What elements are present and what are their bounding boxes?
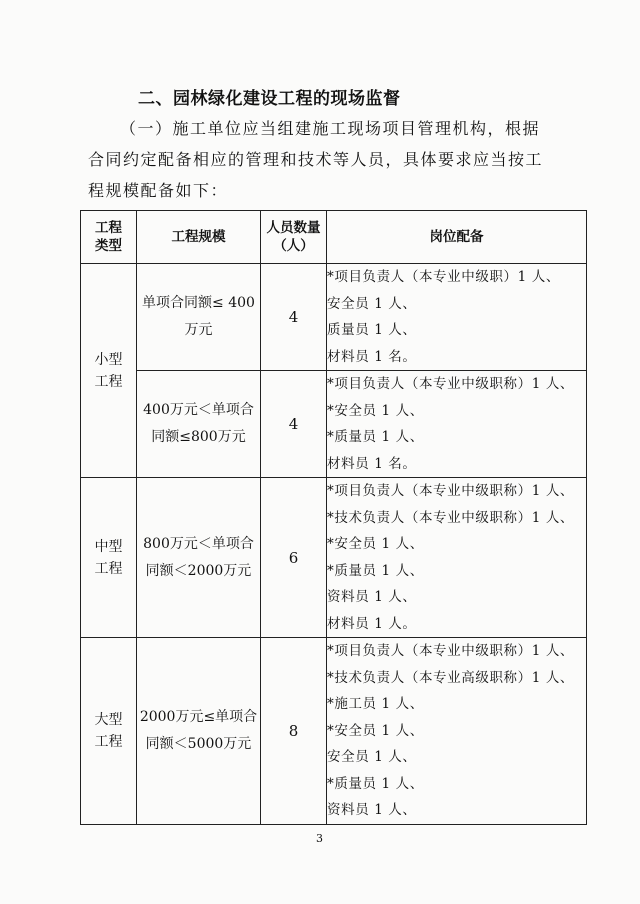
post-item: 质量员 1 人、	[327, 322, 417, 338]
header-count	[261, 211, 327, 264]
post-item: *安全员 1 人、	[327, 536, 424, 552]
scale-line-1: 400万元＜单项合	[143, 402, 254, 418]
table-row	[81, 478, 587, 638]
intro-paragraph	[88, 113, 588, 206]
count-cell: 6	[261, 478, 327, 638]
post-item: 材料员 1 名。	[327, 348, 417, 365]
header-scale: 工程规模	[137, 211, 261, 264]
posts-cell	[327, 264, 587, 371]
scale-line-1: 800万元＜单项合	[143, 535, 254, 552]
header-count-line-1: 人员数量	[266, 220, 321, 236]
scale-line-2: 万元	[184, 322, 213, 338]
staffing-table	[80, 210, 587, 825]
scale-line-2: 同额＜2000万元	[145, 562, 252, 579]
post-item: *技术负责人（本专业中级职称）1 人、	[327, 509, 575, 526]
posts-cell	[327, 371, 587, 478]
post-item: *质量员 1 人、	[327, 429, 424, 445]
post-item: 材料员 1 人。	[327, 615, 417, 632]
post-item: *项目负责人（本专业中级职称）1 人、	[327, 376, 575, 392]
post-item: *质量员 1 人、	[327, 562, 424, 579]
post-item: *安全员 1 人、	[327, 402, 424, 419]
table-row	[81, 264, 587, 371]
paragraph-line-2: 合同约定配备相应的管理和技术等人员，具体要求应当按工	[88, 150, 544, 169]
scale-line-2: 同额＜5000万元	[145, 735, 252, 752]
type-medium	[81, 478, 137, 638]
post-item: *安全员 1 人、	[327, 722, 424, 739]
scale-line-2: 同额≤800万元	[151, 429, 246, 445]
post-item: 安全员 1 人、	[327, 295, 417, 312]
post-item: 安全员 1 人、	[327, 749, 417, 765]
paragraph-line-1: （一）施工单位应当组建施工现场项目管理机构，根据	[120, 119, 541, 138]
paragraph-line-3: 程规模配备如下：	[88, 181, 229, 200]
post-item: 资料员 1 人、	[327, 802, 417, 818]
scale-cell	[137, 638, 261, 825]
table-header-row	[81, 211, 587, 264]
type-small-line-1: 小型	[94, 351, 123, 368]
page-number: 3	[316, 832, 323, 845]
type-small	[81, 264, 137, 478]
header-type-line-2: 类型	[95, 238, 122, 254]
count-cell: 4	[261, 371, 327, 478]
post-item: 资料员 1 人、	[327, 589, 417, 605]
post-item: *项目负责人（本专业中级职）1 人、	[327, 269, 560, 285]
count-cell: 8	[261, 638, 327, 825]
scale-line-1: 单项合同额≤ 400	[142, 295, 255, 311]
type-small-line-2: 工程	[94, 373, 123, 390]
post-item: *技术负责人（本专业高级职称）1 人、	[327, 669, 575, 686]
type-large	[81, 638, 137, 825]
header-posts: 岗位配备	[327, 211, 587, 264]
posts-cell	[327, 478, 587, 638]
post-item: *项目负责人（本专业中级职称）1 人、	[327, 643, 575, 659]
post-item: *施工员 1 人、	[327, 696, 424, 712]
header-count-line-2: （人）	[273, 238, 314, 254]
scale-cell	[137, 478, 261, 638]
count-cell: 4	[261, 264, 327, 371]
scale-cell	[137, 371, 261, 478]
post-item: *质量员 1 人、	[327, 775, 424, 792]
type-medium-line-1: 中型	[94, 538, 123, 555]
type-medium-line-2: 工程	[94, 560, 123, 577]
header-type	[81, 211, 137, 264]
section-heading: 二、园林绿化建设工程的现场监督	[138, 89, 401, 109]
posts-cell	[327, 638, 587, 825]
header-type-line-1: 工程	[95, 220, 122, 236]
table-row	[81, 371, 587, 478]
scale-cell	[137, 264, 261, 371]
type-large-line-1: 大型	[94, 711, 123, 728]
post-item: *项目负责人（本专业中级职称）1 人、	[327, 483, 575, 499]
post-item: 材料员 1 名。	[327, 455, 417, 472]
type-large-line-2: 工程	[94, 733, 123, 750]
scale-line-1: 2000万元≤单项合	[139, 708, 258, 725]
table-row	[81, 638, 587, 825]
